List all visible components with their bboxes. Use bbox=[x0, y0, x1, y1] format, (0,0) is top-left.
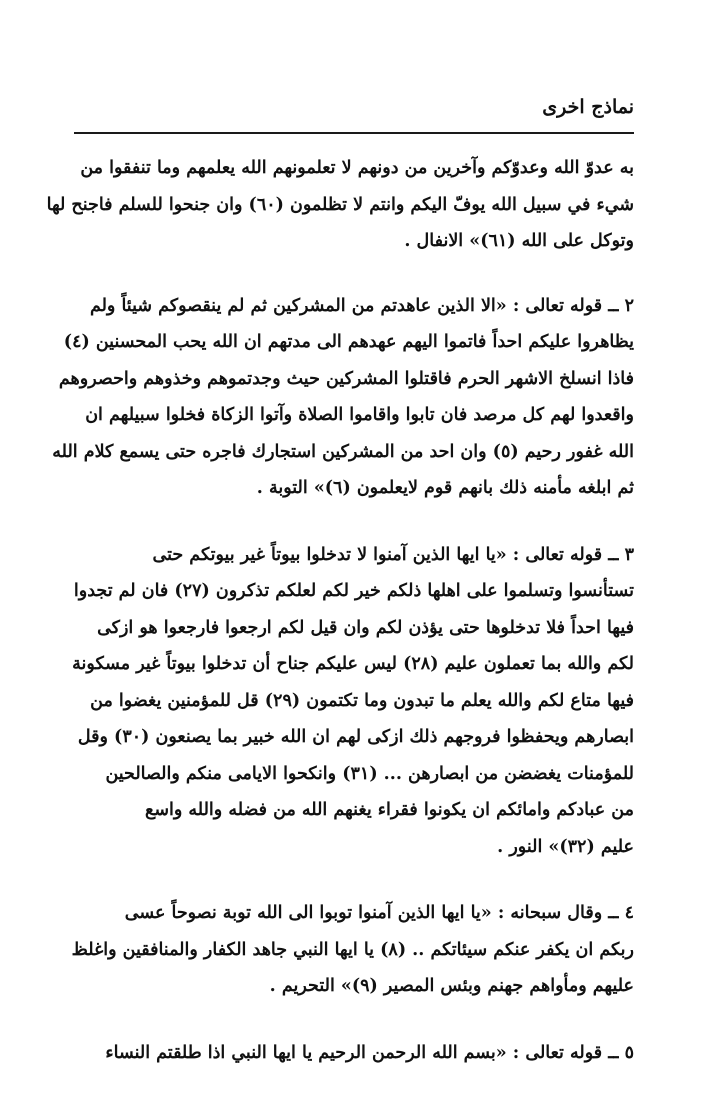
text-line: تستأنسوا وتسلموا على اهلها ذلكم خير لكم لعلكم تذكرون (٢٧) فان لم تجدوا bbox=[73, 581, 634, 601]
body-text bbox=[46, 150, 634, 1101]
text-line: ربكم ان يكفر عنكم سيئاتكم .. (٨) يا ايها النبي جاهد الكفار والمنافقين واغلظ bbox=[71, 939, 634, 960]
text-line: ٤ ــ وقال سبحانه : «يا ايها الذين آمنوا توبوا الى الله توبة نصوحاً عسى bbox=[124, 903, 634, 923]
text-line: ٣ ــ قوله تعالى : «يا ايها الذين آمنوا لا تدخلوا بيوتاً غير بيوتكم حتى bbox=[152, 544, 634, 565]
paragraph-2 bbox=[52, 288, 634, 507]
text-line: يظاهروا عليكم احداً فاتموا اليهم عهدهم الى مدتهم ان الله يحب المحسنين (٤) bbox=[63, 332, 634, 352]
text-line: فيها متاع لكم والله يعلم ما تبدون وما تكتمون (٢٩) قل للمؤمنين يغضوا من bbox=[90, 690, 634, 711]
text-line: واقعدوا لهم كل مرصد فان تابوا واقاموا الصلاة وآتوا الزكاة فخلوا سبيلهم ان bbox=[85, 405, 634, 425]
text-line: من عبادكم وامائكم ان يكونوا فقراء يغنهم الله من فضله والله واسع bbox=[145, 800, 634, 820]
text-line: فيها احداً فلا تدخلوها حتى يؤذن لكم وان قيل لكم ارجعوا فارجعوا هو ازكى bbox=[97, 617, 634, 638]
text-line: فاذا انسلخ الاشهر الحرم فاقتلوا المشركين حيث وجدتموهم وخذوهم واحصروهم bbox=[58, 368, 634, 389]
paragraph-3 bbox=[72, 537, 634, 866]
text-line: ابصارهم ويحفظوا فروجهم ذلك ازكى لهم ان الله خبير بما يصنعون (٣٠) وقل bbox=[77, 727, 634, 747]
text-line: ٥ ــ قوله تعالى : «بسم الله الرحمن الرحيم يا ايها النبي اذا طلقتم النساء bbox=[105, 1042, 634, 1063]
text-line: الله غفور رحيم (٥) وان احد من المشركين استجارك فاجره حتى يسمع كلام الله bbox=[52, 441, 634, 462]
paragraph-5 bbox=[78, 1035, 634, 1072]
paragraph-4 bbox=[71, 895, 634, 1005]
text-line: وتوكل على الله (٦١)» الانفال . bbox=[404, 231, 634, 251]
paragraph-1 bbox=[46, 150, 634, 260]
text-line: عليم (٣٢)» النور . bbox=[497, 836, 634, 857]
text-line: شيء في سبيل الله يوفّ اليكم وانتم لا تظلمون (٦٠) وان جنحوا للسلم فاجنح لها bbox=[46, 194, 634, 215]
text-line: عليهم ومأواهم جهنم وبئس المصير (٩)» التحريم . bbox=[269, 976, 634, 996]
page-header bbox=[74, 92, 634, 134]
text-line: ٢ ــ قوله تعالى : «الا الذين عاهدتم من المشركين ثم لم ينقصوكم شيئاً ولم bbox=[89, 295, 634, 316]
text-line: للمؤمنات يغضضن من ابصارهن ... (٣١) وانكحوا الايامى منكم والصالحين bbox=[105, 763, 634, 784]
text-line: ثم ابلغه مأمنه ذلك بانهم قوم لايعلمون (٦)» التوبة . bbox=[256, 478, 634, 498]
text-line: لكم والله بما تعملون عليم (٢٨) ليس عليكم جناح أن تدخلوا بيوتاً غير مسكونة bbox=[72, 654, 634, 674]
running-title: نماذج اخرى bbox=[542, 96, 634, 118]
text-line: به عدوّ الله وعدوّكم وآخرين من دونهم لا تعلمونهم الله يعلمهم وما تنفقوا من bbox=[80, 158, 634, 178]
